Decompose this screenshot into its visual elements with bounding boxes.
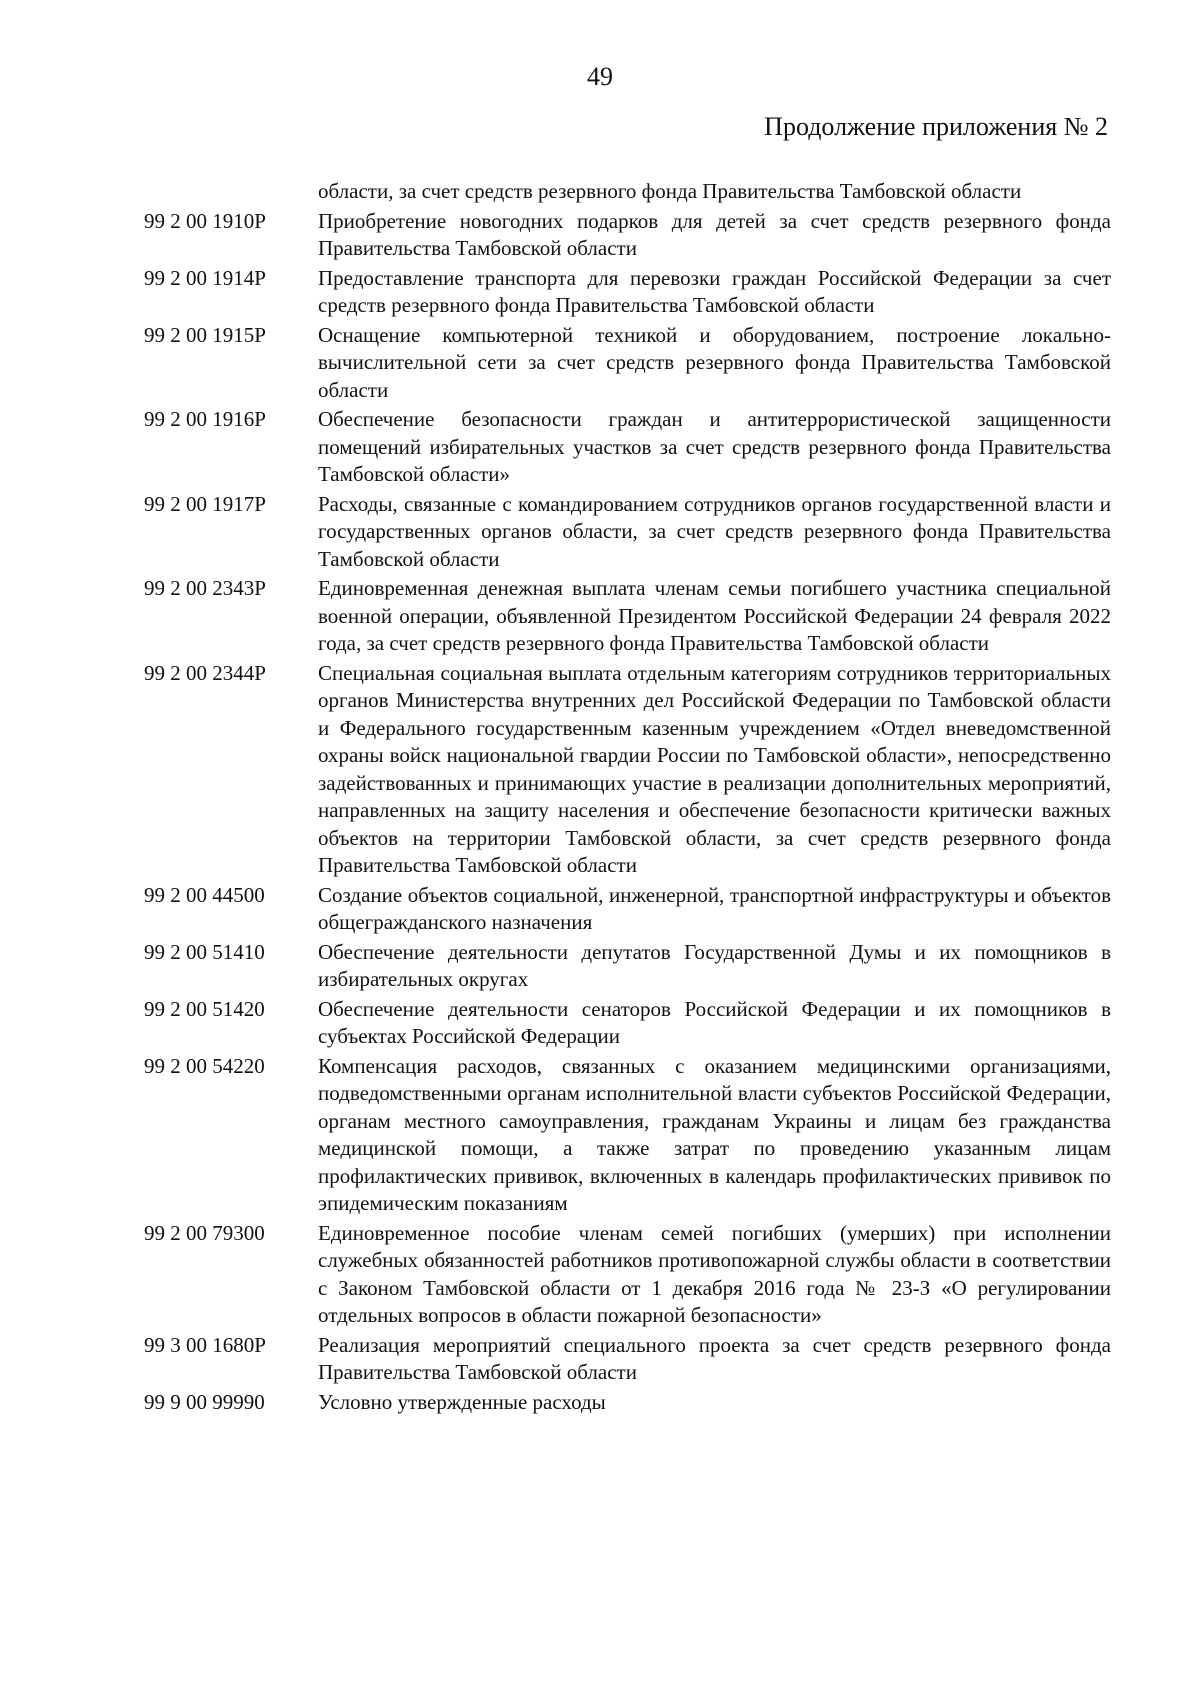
list-item xyxy=(144,660,1111,880)
expense-description: Единовременная денежная выплата членам семьи погибшего участника специальной военной операции, объявленной Президентом Российской Федерации 24 февраля 2022 года, за счет средств резервного фонда Правительства Тамбовской области xyxy=(318,576,1111,655)
expense-description: Обеспечение деятельности депутатов Государственной Думы и их помощников в избирательных округах xyxy=(318,939,1111,991)
budget-code: 99 9 00 99990 xyxy=(144,1389,265,1414)
expense-description: Единовременное пособие членам семей погибших (умерших) при исполнении служебных обязанностей работников противопожарной службы области в соответствии с Законом Тамбовской области от 1 декабря 2016 года № 23-З «О регулировании отдельных вопросов в области пожарной безопасности» xyxy=(318,1220,1111,1327)
list-item xyxy=(144,575,1111,658)
budget-code: 99 2 00 54220 xyxy=(144,1053,265,1078)
list-item xyxy=(144,322,1111,405)
budget-code: 99 2 00 1916Р xyxy=(144,407,266,431)
list-item xyxy=(144,1389,1111,1417)
list-item xyxy=(144,1053,1111,1218)
list-item xyxy=(144,939,1111,994)
budget-code: 99 2 00 51410 xyxy=(144,939,265,964)
budget-code: 99 3 00 1680Р xyxy=(144,1332,266,1357)
list-item xyxy=(144,178,1111,206)
list-item xyxy=(144,1220,1111,1330)
budget-code: 99 2 00 51420 xyxy=(144,996,265,1021)
budget-code-list xyxy=(144,178,1111,1418)
expense-description: Условно утвержденные расходы xyxy=(318,1389,606,1414)
list-item xyxy=(144,882,1111,937)
page-number: 49 xyxy=(587,62,613,91)
list-item xyxy=(144,265,1111,320)
budget-code: 99 2 00 2343Р xyxy=(144,576,266,600)
expense-description: Компенсация расходов, связанных с оказанием медицинскими организациями, подведомственными органам исполнительной власти субъектов Российской Федерации, органам местного самоуправления, гражданам Украины и лицам без гражданства медицинской помощи, а также затрат по проведению указанным лицам профилактических прививок, включенных в календарь профилактических прививок по эпидемическим показаниям xyxy=(318,1053,1111,1215)
expense-description: Реализация мероприятий специального проекта за счет средств резервного фонда Правительства Тамбовской области xyxy=(318,1332,1111,1384)
list-item xyxy=(144,208,1111,263)
budget-code: 99 2 00 1915Р xyxy=(144,322,266,347)
expense-description: Обеспечение безопасности граждан и антитеррористической защищенности помещений избирательных участков за счет средств резервного фонда Правительства Тамбовской области» xyxy=(318,407,1111,486)
continuation-heading: Продолжение приложения № 2 xyxy=(764,112,1108,141)
budget-code: 99 2 00 1914Р xyxy=(144,265,266,290)
budget-code: 99 2 00 1917Р xyxy=(144,491,266,516)
expense-description: Специальная социальная выплата отдельным категориям сотрудников территориальных органов Министерства внутренних дел Российской Федерации по Тамбовской области и Федерального государственным казенным учреждением «Отдел вневедомственной охраны войск национальной гвардии России по Тамбовской области», непосредственно задействованных и принимающих участие в реализации дополнительных мероприятий, направленных на защиту населения и обеспечение безопасности критически важных объектов на территории Тамбовской области, за счет средств резервного фонда Правительства Тамбовской области xyxy=(318,660,1111,877)
budget-code: 99 2 00 1910Р xyxy=(144,208,266,233)
expense-description: Предоставление транспорта для перевозки граждан Российской Федерации за счет средств резервного фонда Правительства Тамбовской области xyxy=(318,265,1111,317)
expense-description: Оснащение компьютерной техникой и оборудованием, построение локально-вычислительной сети за счет средств резервного фонда Правительства Тамбовской области xyxy=(318,322,1111,402)
expense-description: Создание объектов социальной, инженерной, транспортной инфраструктуры и объектов общегражданского назначения xyxy=(318,882,1111,934)
expense-description: Расходы, связанные с командированием сотрудников органов государственной власти и государственных органов области, за счет средств резервного фонда Правительства Тамбовской области xyxy=(318,491,1111,571)
budget-code: 99 2 00 79300 xyxy=(144,1220,265,1245)
expense-description: Обеспечение деятельности сенаторов Российской Федерации и их помощников в субъектах Российской Федерации xyxy=(318,996,1111,1048)
expense-description: Приобретение новогодних подарков для детей за счет средств резервного фонда Правительства Тамбовской области xyxy=(318,208,1111,260)
list-item xyxy=(144,491,1111,574)
budget-code: 99 2 00 44500 xyxy=(144,882,265,907)
budget-code: 99 2 00 2344Р xyxy=(144,660,266,685)
expense-description: области, за счет средств резервного фонда Правительства Тамбовской области xyxy=(318,179,1022,203)
list-item xyxy=(144,1332,1111,1387)
list-item xyxy=(144,996,1111,1051)
list-item xyxy=(144,406,1111,489)
